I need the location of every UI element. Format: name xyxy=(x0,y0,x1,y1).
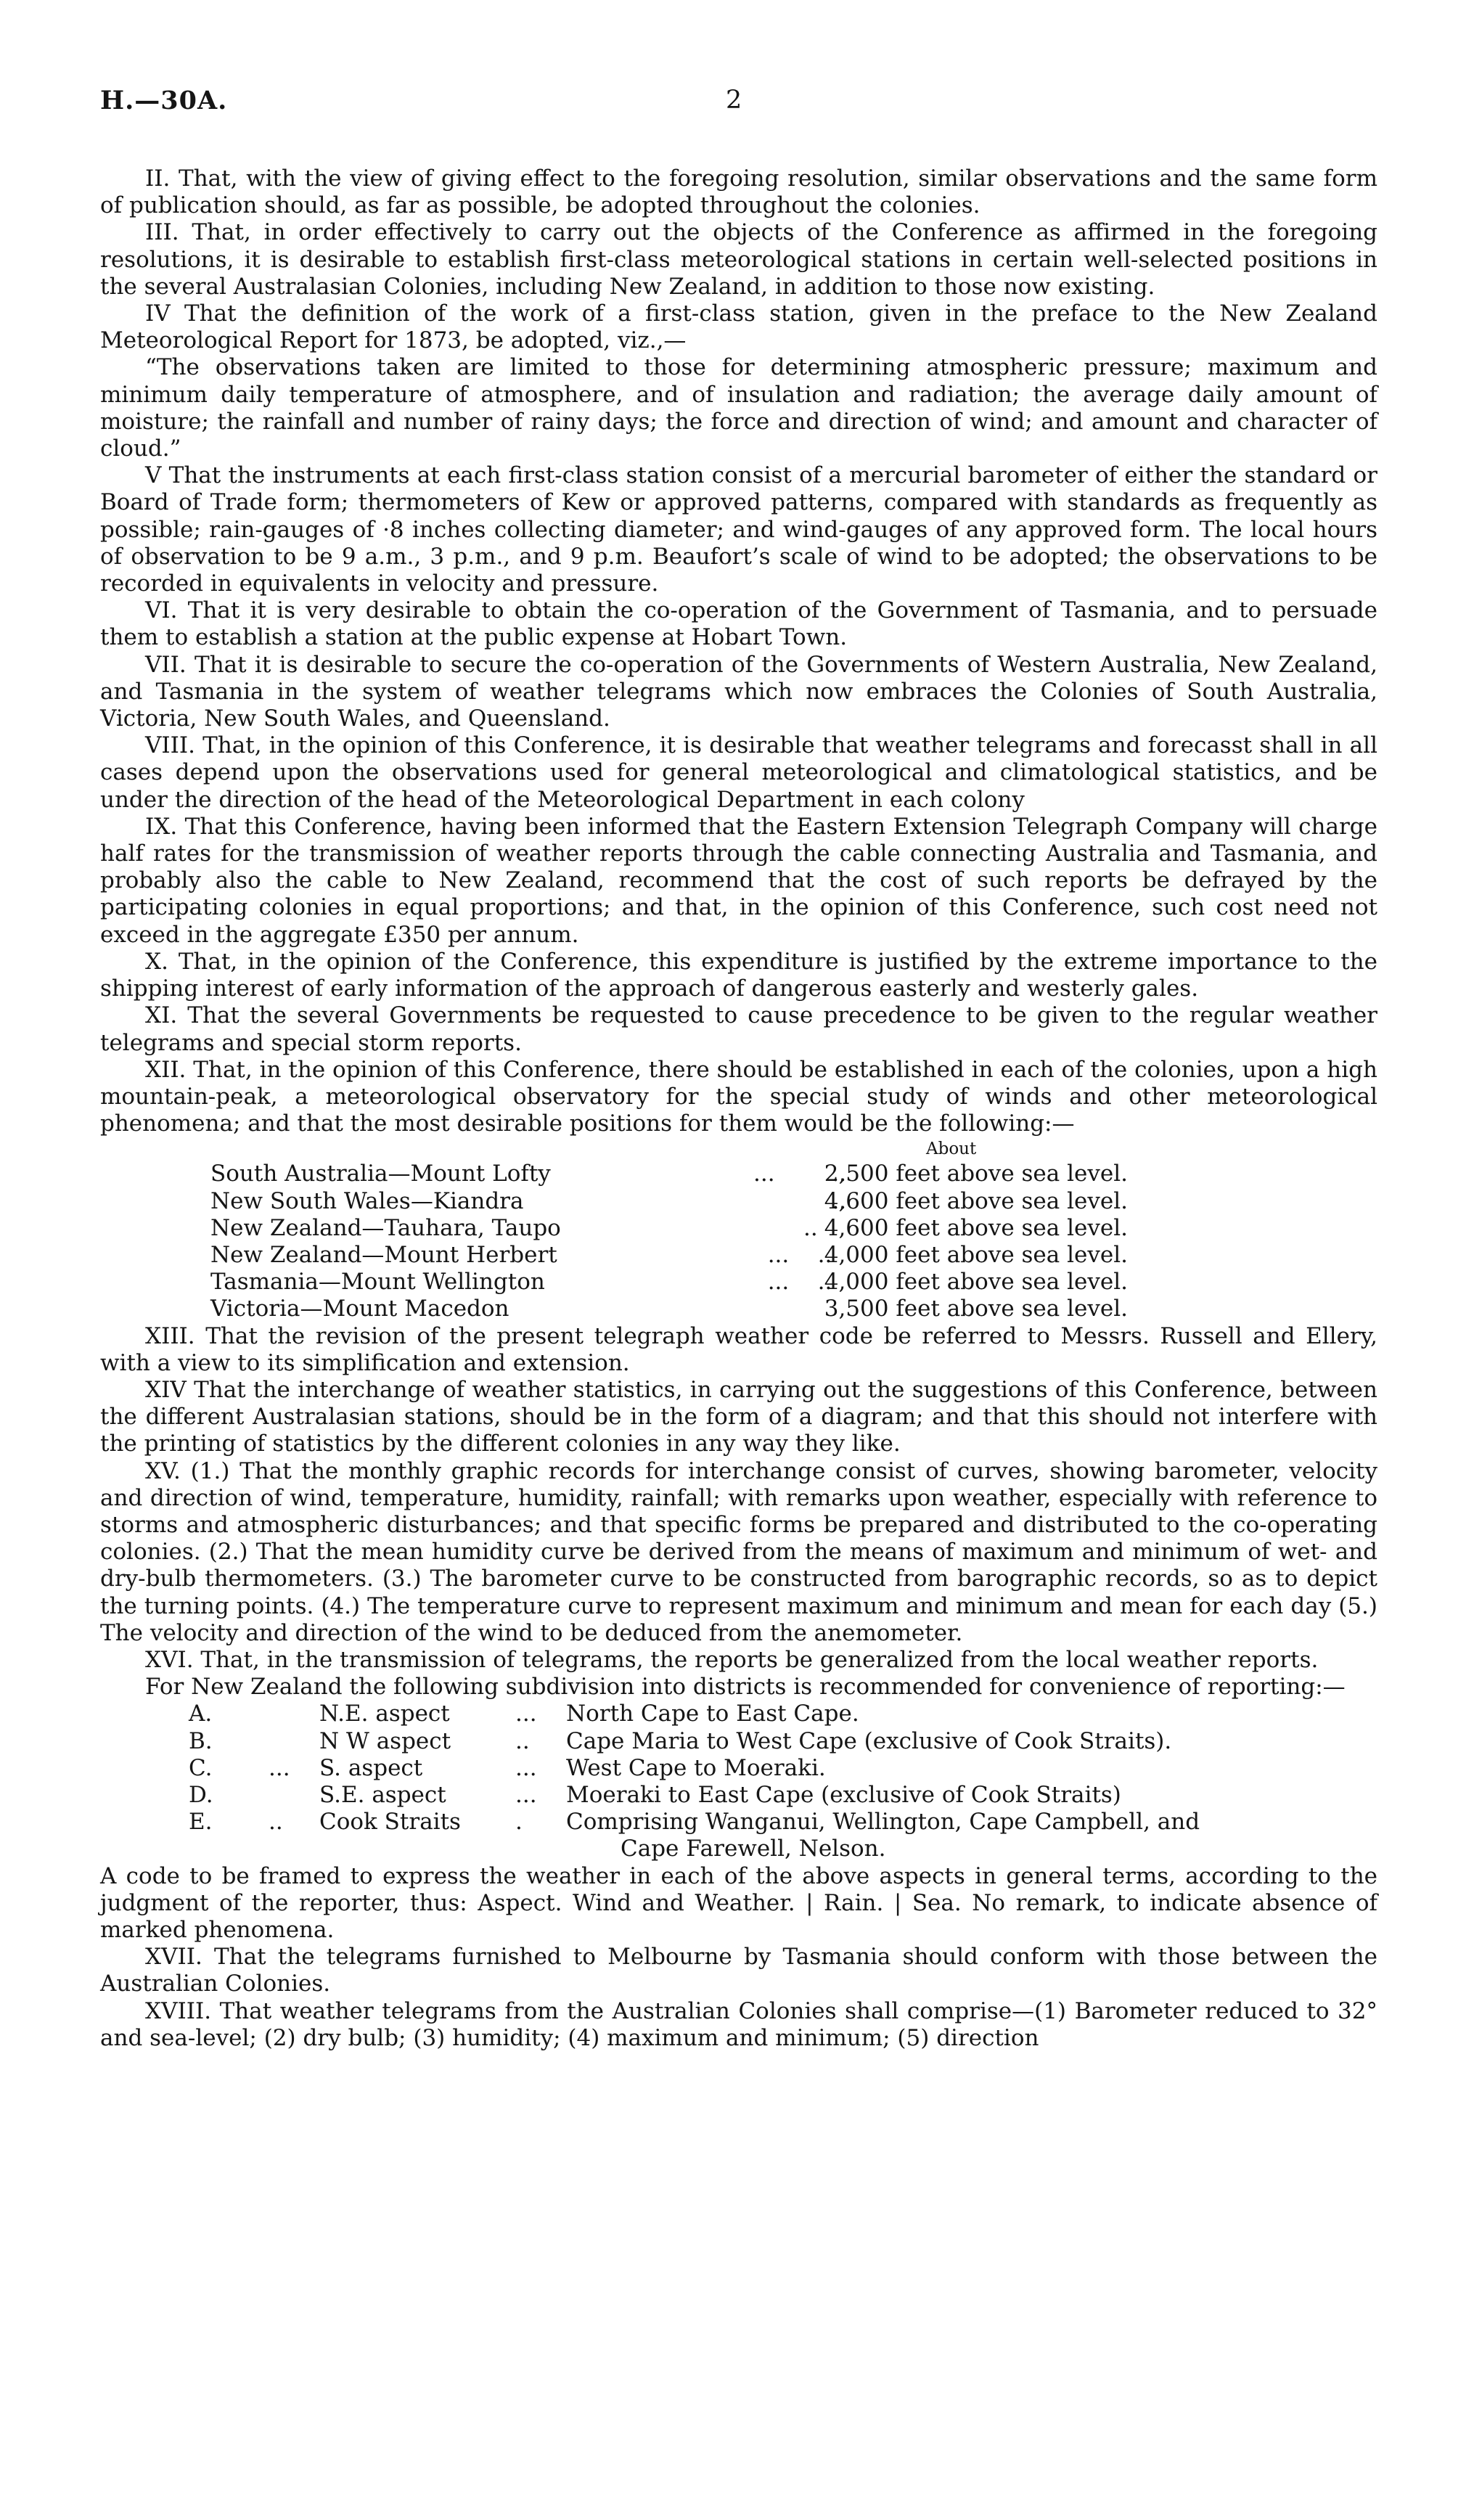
paragraph-xiv: XIV That the interchange of weather statistics, in carrying out the suggestions of this Conference, between the different Australasian stations, should be in the form of a diagram; and that this should not interfere with the printing of statistics by the different colonies in any way they like. xyxy=(100,1376,1377,1457)
district-aspect: S. aspect xyxy=(319,1754,423,1781)
paragraph-xviii: XVIII. That weather telegrams from the Australian Colonies shall comprise—(1) Barometer reduced to 32° and sea-level; (2) dry bulb; (3) humidity; (4) maximum and minimum; (5) direction xyxy=(100,1997,1377,2051)
paragraph-xiii: XIII. That the revision of the present telegraph weather code be referred to Messrs. Russell and Ellery, with a view to its simplification and extension. xyxy=(100,1322,1377,1376)
document-page xyxy=(100,86,1377,2052)
altitude-table-heading: About xyxy=(926,1140,977,1159)
table-row xyxy=(100,1782,1377,1809)
leader-dots: .. xyxy=(269,1809,283,1836)
leader-dots xyxy=(269,1701,319,1727)
paragraph-iv: IV That the definition of the work of a first-class station, given in the preface to the New Zealand Meteorological Report for 1873, be adopted, viz.,— xyxy=(100,300,1377,354)
observatory-height: 4,000 feet above sea level. xyxy=(824,1241,1128,1268)
leader-dots: ... xyxy=(515,1754,537,1781)
leader-dots: ... xyxy=(515,1781,537,1808)
leader-dots: .. xyxy=(515,1727,530,1754)
page-header xyxy=(100,86,1377,129)
district-aspect: S.E. aspect xyxy=(319,1781,446,1808)
district-description-text: West Cape to Moeraki. xyxy=(566,1754,826,1781)
district-letter: B. xyxy=(189,1727,213,1754)
observatory-height: 4,600 feet above sea level. xyxy=(824,1187,1128,1214)
observatory-place: New Zealand—Tauhara, Taupo xyxy=(210,1214,561,1241)
paragraph-ii: II. That, with the view of giving effect to the foregoing resolution, similar observations and the same form of publication should, as far as possible, be adopted throughout the colonies. xyxy=(100,165,1377,219)
table-row xyxy=(100,1701,1377,1727)
district-aspect: N.E. aspect xyxy=(319,1701,450,1727)
table-row xyxy=(100,1755,1377,1782)
table-row xyxy=(100,1809,1377,1862)
paragraph-x: X. That, in the opinion of the Conference, this expenditure is justified by the extreme importance to the shipping interest of early information of the approach of dangerous easterly and westerly gales. xyxy=(100,948,1377,1002)
district-description-text: North Cape to East Cape. xyxy=(566,1701,859,1727)
paragraph-xii: XII. That, in the opinion of this Conference, there should be established in each of the colonies, upon a high mountain-peak, a meteorological observatory for the special study of winds and other meteorological phenomena; and that the most desirable positions for them would be the following:— xyxy=(100,1056,1377,1137)
district-letter: C. xyxy=(189,1754,213,1781)
paragraph-xvi: XVI. That, in the transmission of telegrams, the reports be generalized from the local weather reports. xyxy=(145,1646,1319,1673)
district-letter: D. xyxy=(189,1781,213,1808)
observatory-height: 3,500 feet above sea level. xyxy=(824,1296,1128,1322)
district-description-text: Comprising Wanganui, Wellington, Cape Campbell, and xyxy=(566,1809,1200,1836)
table-row xyxy=(100,1242,1377,1269)
observatory-height: 2,500 feet above sea level. xyxy=(824,1161,1128,1187)
document-reference: H.—30A. xyxy=(100,86,228,115)
table-row xyxy=(100,1188,1377,1215)
district-letter: E. xyxy=(189,1809,213,1836)
paragraph-code: A code to be framed to express the weather in each of the above aspects in general terms, according to the judgment of the reporter, thus: Aspect. Wind and Weather. | Rain. | Sea. No remark, to indicate absence of marked phenomena. xyxy=(100,1862,1377,1943)
district-description-text: Moeraki to East Cape (exclusive of Cook Straits) xyxy=(566,1781,1121,1808)
district-aspect: Cook Straits xyxy=(319,1809,461,1836)
observatory-place: Tasmania—Mount Wellington xyxy=(210,1269,545,1296)
table-row xyxy=(100,1161,1377,1187)
leader-dots: ... xyxy=(269,1754,290,1781)
leader-dots: ... .. xyxy=(753,1269,832,1296)
leader-dots: ... xyxy=(515,1701,537,1727)
observatory-place: South Australia—Mount Lofty xyxy=(210,1161,551,1187)
district-description-text: Cape Maria to West Cape (exclusive of Cook Straits). xyxy=(566,1727,1172,1754)
observatory-place: New Zealand—Mount Herbert xyxy=(210,1241,557,1268)
paragraph-districts-intro: For New Zealand the following subdivision into districts is recommended for convenience of reporting:— xyxy=(145,1674,1346,1701)
page-number: 2 xyxy=(726,86,742,115)
paragraph-viii: VIII. That, in the opinion of this Conference, it is desirable that weather telegrams and forecasst shall in all cases depend upon the observations used for general meteorological and climatological statistics, and be under the direction of the head of the Meteorological Department in each colony xyxy=(100,732,1377,813)
paragraph-xv: XV. (1.) That the monthly graphic records for interchange consist of curves, showing barometer, velocity and direction of wind, temperature, humidity, rainfall; with remarks upon weather, especially with reference to storms and atmospheric disturbances; and that specific forms be prepared and distributed to the co-operating colonies. (2.) That the mean humidity curve be derived from the means of maximum and minimum of wet- and dry-bulb thermometers. (3.) The barometer curve to be constructed from barographic records, so as to depict the turning points. (4.) The temperature curve to represent maximum and minimum and mean for each day (5.) The velocity and direction of the wind to be deduced from the anemometer. xyxy=(100,1457,1377,1646)
paragraph-ix: IX. That this Conference, having been informed that the Eastern Extension Telegraph Company will charge half rates for the transmission of weather reports through the cable connecting Australia and Tasmania, and probably also the cable to New Zealand, recommend that the cost of such reports be defrayed by the participating colonies in equal proportions; and that, in the opinion of this Conference, such cost need not exceed in the aggregate £350 per annum. xyxy=(100,813,1377,948)
table-row xyxy=(100,1728,1377,1755)
district-table xyxy=(100,1701,1377,1862)
leader-dots: ... .. xyxy=(753,1241,832,1268)
paragraph-iii: III. That, in order effectively to carry out the objects of the Conference as affirmed in the foregoing resolutions, it is desirable to establish first-class meteorological stations in certain well-selected positions in the several Australasian Colonies, including New Zealand, in addition to those now existing. xyxy=(100,219,1377,300)
table-row xyxy=(100,1269,1377,1296)
paragraph-v: V That the instruments at each first-class station consist of a mercurial barometer of either the standard or Board of Trade form; thermometers of Kew or approved patterns, compared with standards as frequently as possible; rain-gauges of ·8 inches collecting diameter; and wind-gauges of any approved form. The local hours of observation to be 9 a.m., 3 p.m., and 9 p.m. Beaufort’s scale of wind to be adopted; the observations to be recorded in equivalents in velocity and pressure. xyxy=(100,462,1377,597)
body-text xyxy=(100,165,1377,2052)
district-letter: A. xyxy=(189,1701,213,1727)
observatory-height: 4,000 feet above sea level. xyxy=(824,1269,1128,1296)
paragraph-xvii: XVII. That the telegrams furnished to Melbourne by Tasmania should conform with those between the Australian Colonies. xyxy=(100,1944,1377,1997)
district-description-continuation: Cape Farewell, Nelson. xyxy=(621,1836,886,1862)
leader-dots: ... .. xyxy=(753,1161,847,1187)
district-description xyxy=(566,1782,1314,1809)
district-description xyxy=(566,1755,1314,1782)
leader-dots: .. xyxy=(753,1187,847,1214)
leader-dots xyxy=(269,1728,319,1755)
district-description xyxy=(566,1701,1314,1727)
altitude-table xyxy=(100,1137,1377,1322)
district-description xyxy=(566,1728,1314,1755)
paragraph-iv-quote: “The observations taken are limited to those for determining atmospheric pressure; maximum and minimum daily temperature of atmosphere, and of insulation and radiation; the average daily amount of moisture; the rainfall and number of rainy days; the force and direction of wind; and amount and character of cloud.” xyxy=(100,354,1377,462)
paragraph-vi: VI. That it is very desirable to obtain the co-operation of the Government of Tasmania, and to persuade them to establish a station at the public expense at Hobart Town. xyxy=(100,597,1377,651)
observatory-height: 4,600 feet above sea level. xyxy=(824,1214,1128,1241)
table-row xyxy=(100,1215,1377,1242)
leader-dots: . xyxy=(515,1809,523,1836)
table-row xyxy=(100,1296,1377,1322)
paragraph-xi: XI. That the several Governments be requested to cause precedence to be given to the regular weather telegrams and special storm reports. xyxy=(100,1002,1377,1056)
leader-dots xyxy=(269,1782,319,1809)
leader-dots xyxy=(753,1296,816,1322)
observatory-place: New South Wales—Kiandra xyxy=(210,1187,524,1214)
district-aspect: N W aspect xyxy=(319,1727,451,1754)
paragraph-vii: VII. That it is desirable to secure the co-operation of the Governments of Western Australia, New Zealand, and Tasmania in the system of weather telegrams which now embraces the Colonies of South Australia, Victoria, New South Wales, and Queensland. xyxy=(100,651,1377,732)
district-description xyxy=(566,1809,1314,1862)
leader-dots: .. xyxy=(753,1214,818,1241)
observatory-place: Victoria—Mount Macedon xyxy=(210,1296,509,1322)
